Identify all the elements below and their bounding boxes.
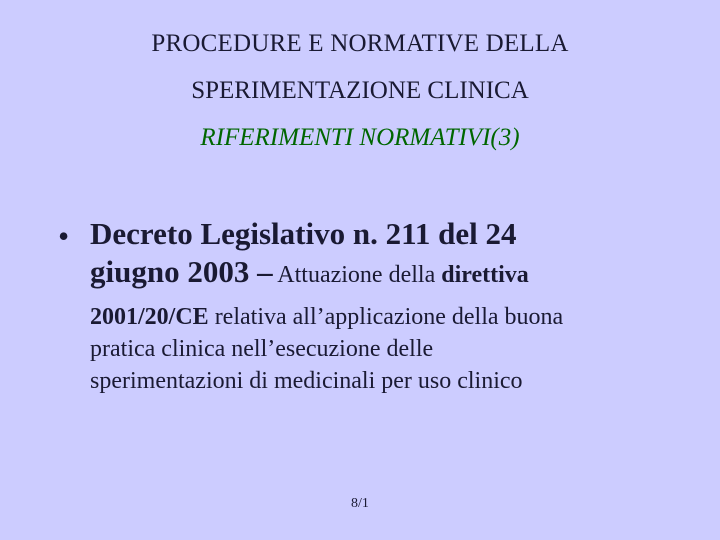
bullet-line-4: pratica clinica nell’esecuzione delle — [90, 336, 434, 362]
bullet-line-2-bold-end: direttiva — [441, 262, 529, 288]
bullet-line-3 — [90, 301, 563, 333]
slide-title-line-2: SPERIMENTAZIONE CLINICA — [191, 77, 529, 104]
bullet-line-3-bold: 2001/20/CE — [90, 304, 209, 330]
bullet-line-3-normal: relativa all’applicazione della buona — [208, 304, 564, 330]
bullet-line-1: Decreto Legislativo n. 211 del 24 — [90, 216, 517, 251]
bullet-line-5: sperimentazioni di medicinali per uso clinico — [90, 368, 523, 394]
bullet-line-2 — [90, 253, 529, 294]
bullet-line-2-bold: giugno 2003 – — [90, 254, 273, 289]
bullet-icon: • — [58, 218, 70, 254]
bullet-line-2-normal: Attuazione della — [272, 262, 442, 288]
slide-subtitle: RIFERIMENTI NORMATIVI(3) — [200, 124, 520, 151]
slide-title-line-1: PROCEDURE E NORMATIVE DELLA — [151, 30, 569, 57]
slide-page-number: 8/1 — [351, 496, 369, 511]
